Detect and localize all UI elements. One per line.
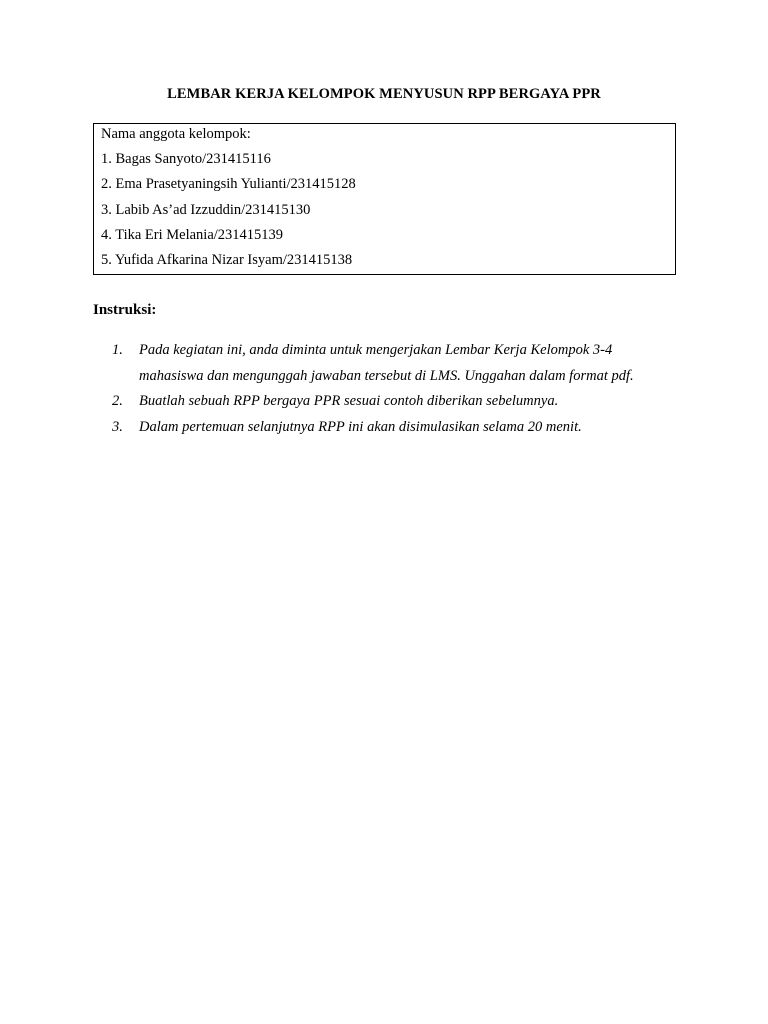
instruction-item [112, 415, 692, 441]
members-heading: Nama anggota kelompok: [101, 126, 251, 142]
instruction-number: 1. [112, 342, 123, 358]
instruction-text-line: Buatlah sebuah RPP bergaya PPR sesuai contoh diberikan sebelumnya. [139, 393, 559, 409]
instruction-text-line: mahasiswa dan mengunggah jawaban tersebut di LMS. Unggahan dalam format pdf. [139, 367, 634, 384]
instructions-heading: Instruksi: [93, 302, 157, 318]
instruction-text-line: Pada kegiatan ini, anda diminta untuk mengerjakan Lembar Kerja Kelompok 3-4 [139, 342, 613, 358]
member-item: 5. Yufida Afkarina Nizar Isyam/231415138 [101, 251, 353, 268]
instruction-number: 3. [112, 418, 123, 435]
member-item: 2. Ema Prasetyaningsih Yulianti/231415128 [101, 176, 356, 193]
members-box [93, 123, 676, 275]
instruction-number: 2. [112, 393, 123, 409]
instructions-list [112, 338, 692, 440]
document-title: LEMBAR KERJA KELOMPOK MENYUSUN RPP BERGAYA PPR [167, 86, 601, 102]
member-item: 3. Labib As’ad Izzuddin/231415130 [101, 201, 311, 218]
member-item: 1. Bagas Sanyoto/231415116 [101, 151, 271, 168]
instruction-item [112, 338, 692, 389]
instruction-item [112, 389, 692, 415]
instruction-text-line: Dalam pertemuan selanjutnya RPP ini akan disimulasikan selama 20 menit. [139, 418, 582, 435]
member-item: 4. Tika Eri Melania/231415139 [101, 226, 284, 243]
